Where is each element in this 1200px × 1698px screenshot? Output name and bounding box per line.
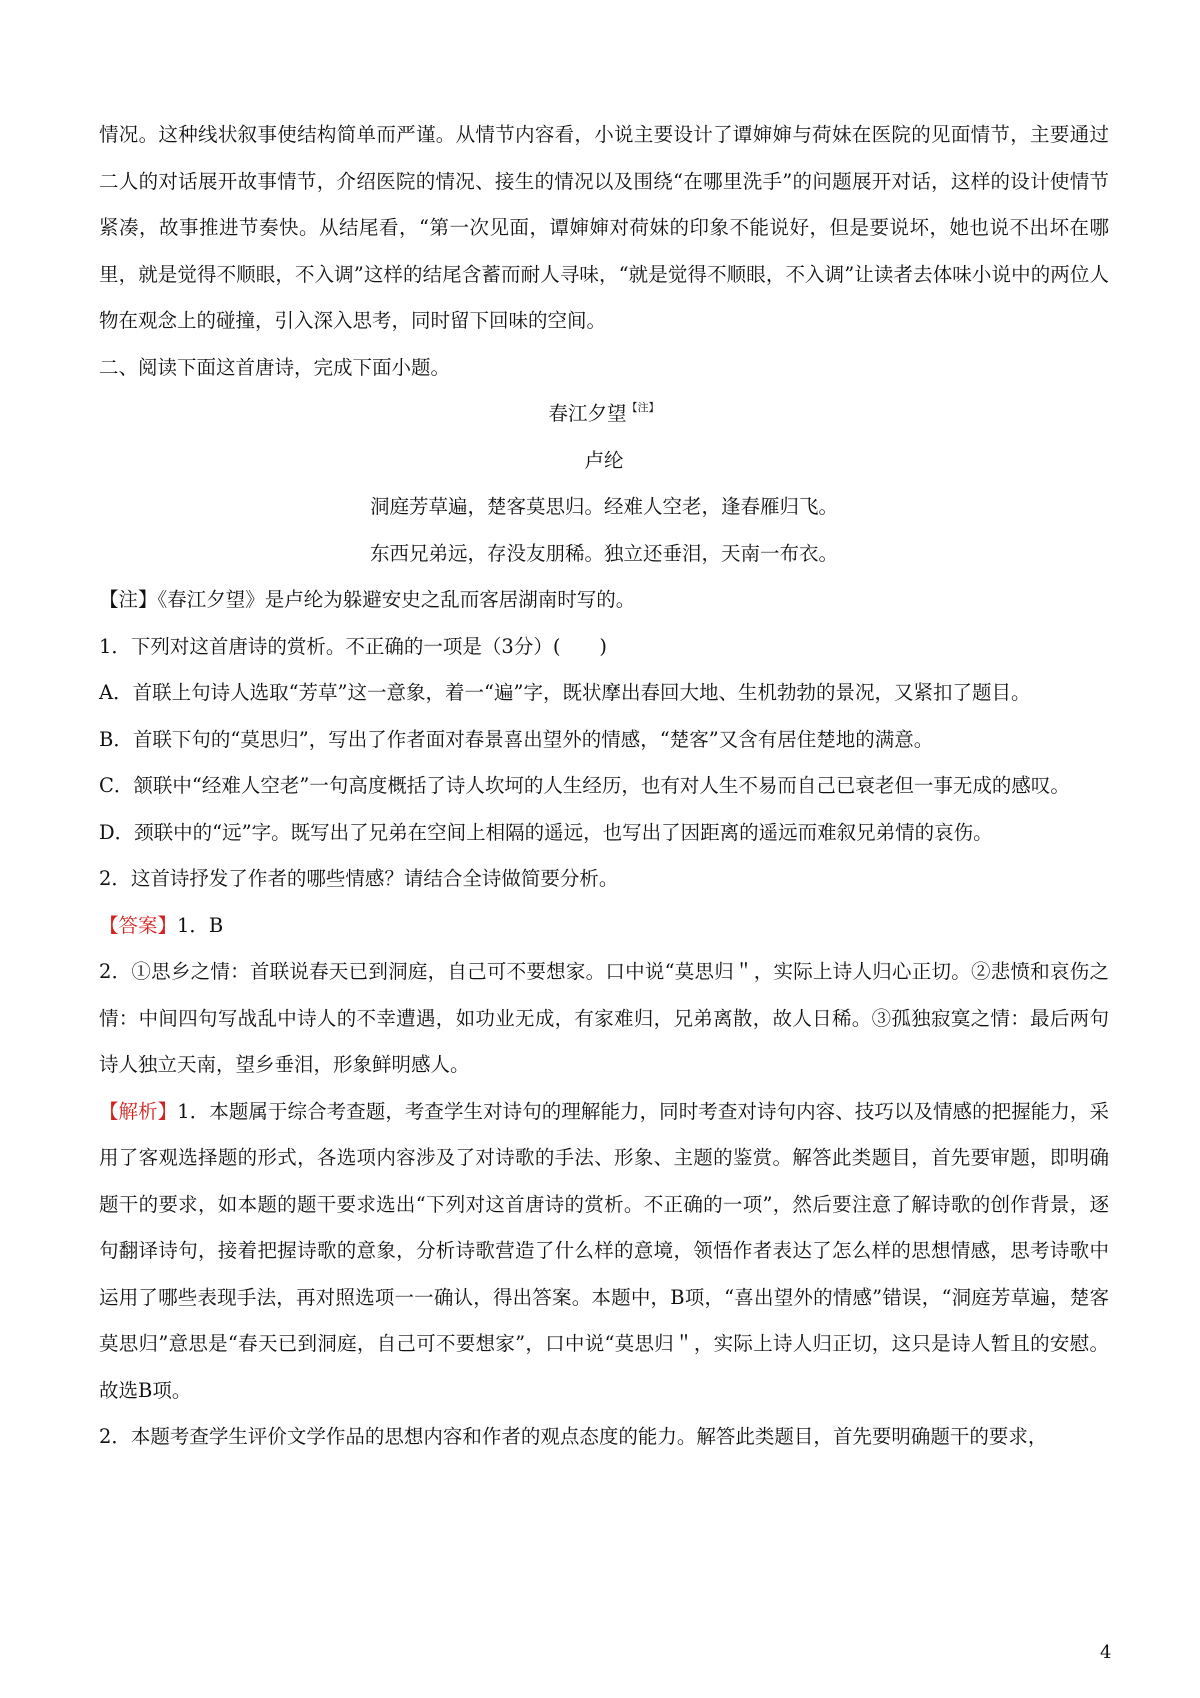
answer-tag: 【答案】	[99, 913, 178, 937]
analysis-1	[99, 1089, 1109, 1415]
option-a: A．首联上句诗人选取“芳草”这一意象，着一“遍”字，既状摩出春回大地、生机勃勃的景况，又紧扣了题目。	[99, 681, 1031, 704]
poem-title: 春江夕望	[548, 402, 627, 425]
page-number: 4	[1100, 1642, 1112, 1663]
option-d: D．颈联中的“远”字。既写出了兄弟在空间上相隔的遥远，也写出了因距离的遥远而难叙兄弟情的哀伤。	[99, 820, 993, 844]
answer-1-text: 1．B	[177, 913, 224, 937]
section-heading: 二、阅读下面这首唐诗，完成下面小题。	[99, 355, 451, 379]
answer-1	[99, 903, 1109, 950]
poem-title-line	[99, 391, 1109, 438]
poem-line-1: 洞庭芳草遍，楚客莫思归。经难人空老，逢春雁归飞。	[369, 495, 838, 518]
question-1: 1．下列对这首唐诗的赏析。不正确的一项是（3分）( )	[99, 634, 608, 658]
paragraph-story-analysis: 情况。这种线状叙事使结构简单而严谨。从情节内容看，小说主要设计了谭婶婶与荷妹在医院的见面情节，主要通过二人的对话展开故事情节，介绍医院的情况、接生的情况以及围绕“在哪里洗手”的问题展开对话，这样的设计使情节紧凑，故事推进节奏快。从结尾看，“第一次见面，谭婶婶对荷妹的印象不能说好，但是要说坏，她也说不出坏在哪里，就是觉得不顺眼，不入调”这样的结尾含蓄而耐人寻味，“就是觉得不顺眼，不入调”让读者去体味小说中的两位人物在观念上的碰撞，引入深入思考，同时留下回味的空间。	[99, 123, 1109, 332]
page-content	[99, 112, 1109, 1461]
option-b: B．首联下句的“莫思归”，写出了作者面对春景喜出望外的情感，“楚客”又含有居住楚地的满意。	[99, 727, 934, 751]
analysis-1-text: 1．本题属于综合考查题，考查学生对诗句的理解能力，同时考查对诗句内容、技巧以及情感的把握能力，采用了客观选择题的形式，各选项内容涉及了对诗歌的手法、形象、主题的鉴赏。解答此类题目，首先要审题，即明确题干的要求，如本题的题干要求选出“下列对这首唐诗的赏析。不正确的一项”，然后要注意了解诗歌的创作背景，逐句翻译诗句，接着把握诗歌的意象，分析诗歌营造了什么样的意境，领悟作者表达了怎么样的思想情感，思考诗歌中运用了哪些表现手法，再对照选项一一确认，得出答案。本题中，B项，“喜出望外的情感”错误，“洞庭芳草遍，楚客莫思归”意思是“春天已到洞庭，自己可不要想家”，口中说“莫思归＂，实际上诗人归正切，这只是诗人暂且的安慰。故选B项。	[99, 1099, 1109, 1402]
poem-note: 【注】《春江夕望》是卢纶为躲避安史之乱而客居湖南时写的。	[99, 588, 636, 611]
option-c: C．颔联中“经难人空老”一句高度概括了诗人坎坷的人生经历，也有对人生不易而自己已衰老但一事无成的感叹。	[99, 774, 1070, 797]
analysis-2: 2．本题考查学生评价文学作品的思想内容和作者的观点态度的能力。解答此类题目，首先要明确题干的要求，	[99, 1425, 1048, 1448]
poem-title-note: 【注】	[626, 401, 660, 414]
poem-author: 卢纶	[584, 448, 624, 472]
analysis-tag: 【解析】	[99, 1099, 178, 1123]
question-2: 2．这首诗抒发了作者的哪些情感？请结合全诗做简要分析。	[99, 867, 619, 890]
answer-2: 2．①思乡之情：首联说春天已到洞庭，自己可不要想家。口中说“莫思归＂，实际上诗人归心正切。②悲愤和哀伤之情：中间四句写战乱中诗人的不幸遭遇，如功业无成，有家难归，兄弟离散，故人日稀。③孤独寂寞之情：最后两句诗人独立天南，望乡垂泪，形象鲜明感人。	[99, 960, 1109, 1076]
poem-line-2: 东西兄弟远，存没友朋稀。独立还垂泪，天南一布衣。	[369, 541, 838, 565]
